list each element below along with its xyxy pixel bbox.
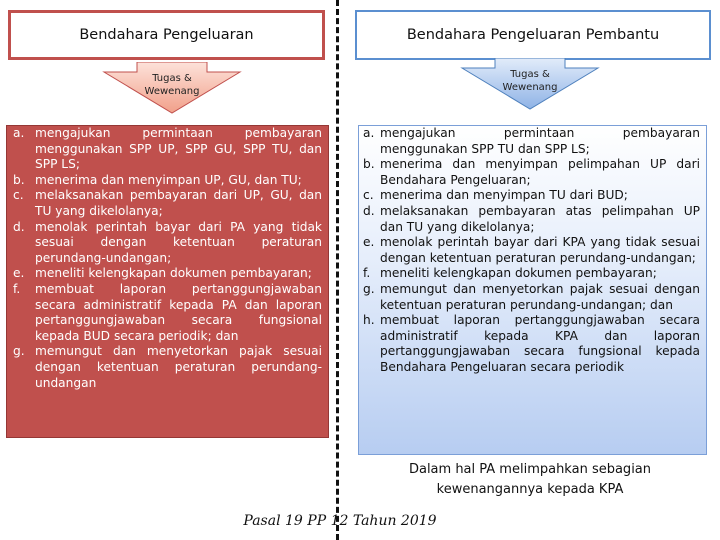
list-item [13,344,322,391]
right-down-arrow [460,58,600,110]
list-marker: c. [363,188,374,203]
list-item [363,204,700,235]
left-arrow-label-line1: Tugas & [152,73,192,84]
list-item-text: melaksanakan pembayaran dari UP, GU, dan TU yang dikelolanya; [35,188,322,218]
list-item [13,188,322,219]
list-item [363,188,700,204]
list-item [13,126,322,173]
list-item-text: mengajukan permintaan pembayaran menggunakan SPP TU dan SPP LS; [380,126,700,156]
list-item [13,173,322,189]
left-header-title: Bendahara Pengeluaran [79,27,254,43]
list-marker: g. [13,344,25,359]
left-down-arrow [102,62,242,114]
right-header-title: Bendahara Pengeluaran Pembantu [406,27,660,43]
list-marker: e. [363,235,375,250]
list-item-text: mengajukan permintaan pembayaran menggunakan SPP UP, SPP GU, SPP TU, dan SPP LS; [35,126,322,172]
delegation-note [360,460,700,500]
list-marker: a. [363,126,375,140]
list-item [13,282,322,344]
list-item-text: meneliti kelengkapan dokumen pembayaran; [380,266,657,281]
list-item [13,266,322,282]
legal-citation: Pasal 19 PP 12 Tahun 2019 [243,513,437,529]
list-marker: d. [363,203,375,218]
list-item-text: menerima dan menyimpan UP, GU, dan TU; [35,172,302,187]
list-marker: c. [13,188,24,203]
list-item-text: menolak perintah bayar dari PA yang tidak sesuai dengan ketentuan peraturan perundang-undangan; [35,219,322,265]
list-item-text: memungut dan menyetorkan pajak sesuai dengan ketentuan peraturan perundang-undangan [35,344,322,390]
list-item-text: menerima dan menyimpan pelimpahan UP dari Bendahara Pengeluaran; [380,157,700,187]
list-marker: f. [363,266,371,281]
right-duties-panel [358,125,707,455]
list-item [363,126,700,157]
right-arrow-label-line1: Tugas & [510,69,550,80]
right-duties-list [363,126,700,376]
list-marker: f. [13,281,21,296]
list-item-text: meneliti kelengkapan dokumen pembayaran; [35,266,312,281]
left-arrow-label [102,72,242,98]
list-item [363,313,700,375]
list-item [13,220,322,267]
left-arrow-label-line2: Wewenang [144,86,200,97]
list-marker: a. [13,126,25,140]
list-item-text: menolak perintah bayar dari KPA yang tidak sesuai dengan ketentuan peraturan perundang-undangan; [380,235,700,265]
list-item [363,235,700,266]
list-marker: h. [363,313,375,328]
list-item-text: memungut dan menyetorkan pajak sesuai dengan ketentuan peraturan perundang-undangan; dan [380,281,700,312]
list-item-text: membuat laporan pertanggungjawaban secara administratif kepada KPA dan laporan pertanggungjawaban secara fungsional kepada Bendahara Pengeluaran secara periodik [380,313,700,374]
list-item-text: menerima dan menyimpan TU dari BUD; [380,188,628,203]
list-item [363,282,700,313]
list-marker: d. [13,219,25,234]
left-duties-list [13,126,322,391]
list-marker: b. [13,172,25,187]
list-item [363,157,700,188]
note-line-1: Dalam hal PA melimpahkan sebagian [408,462,652,477]
right-arrow-label [460,68,600,94]
left-duties-panel [6,125,329,438]
right-header-box [355,10,711,60]
list-item-text: membuat laporan pertanggungjawaban secara administratif kepada PA dan laporan pertanggungjawaban secara fungsional kepada BUD secara periodik; dan [35,281,322,343]
note-line-2: kewenangannya kepada KPA [436,482,624,497]
list-item-text: melaksanakan pembayaran atas pelimpahan UP dan TU yang dikelolanya; [380,203,700,234]
center-divider [336,0,339,540]
list-marker: e. [13,266,25,281]
right-arrow-label-line2: Wewenang [502,82,558,93]
list-item [363,266,700,282]
list-marker: b. [363,157,375,172]
list-marker: g. [363,281,375,296]
left-header-box [8,10,325,60]
